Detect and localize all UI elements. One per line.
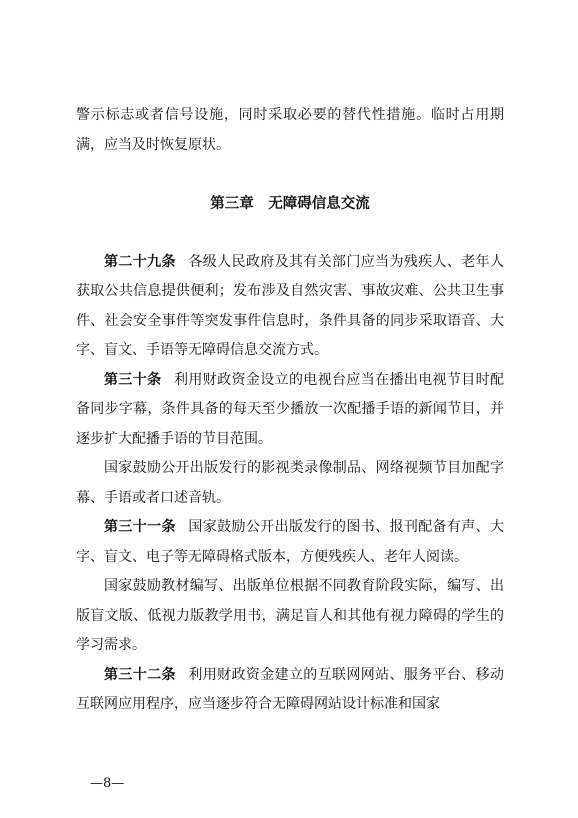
article-32: [76, 661, 504, 720]
article-29-label: 第二十九条: [104, 253, 176, 270]
article-29: [76, 248, 504, 366]
article-30: [76, 366, 504, 455]
article-31-label: 第三十一条: [104, 519, 176, 535]
chapter-heading: 第三章 无障碍信息交流: [210, 196, 370, 212]
article-31-text: 国家鼓励公开出版发行的图书、报刊配备有声、大字、盲文、电子等无障碍格式版本，方便残疾人、老年人阅读。: [76, 519, 505, 565]
document-body: [76, 101, 504, 720]
article-30-label: 第三十条: [104, 371, 162, 388]
article-30-paragraph-2: 国家鼓励公开出版发行的影视类录像制品、网络视频节目加配字幕、手语或者口述音轨。: [76, 460, 504, 506]
page-number: —8—: [90, 776, 125, 791]
article-30-text: 利用财政资金设立的电视台应当在播出电视节目时配备同步字幕，条件具备的每天至少播放一次配播手语的新闻节目，并逐步扩大配播手语的节目范围。: [76, 371, 505, 447]
article-31-paragraph-2: 国家鼓励教材编写、出版单位根据不同教育阶段实际，编写、出版盲文版、低视力版教学用书，满足盲人和其他有视力障碍的学生的学习需求。: [76, 578, 504, 653]
continuation-paragraph: 警示标志或者信号设施，同时采取必要的替代性措施。临时占用期满，应当及时恢复原状。: [76, 107, 504, 153]
article-29-text: 各级人民政府及其有关部门应当为残疾人、老年人获取公共信息提供便利；发布涉及自然灾害、事故灾难、公共卫生事件、社会安全事件等突发事件信息时，条件具备的同步采取语音、大字、盲文、手语等无障碍信息交流方式。: [76, 253, 505, 358]
article-31: [76, 513, 504, 572]
article-32-label: 第三十二条: [104, 666, 176, 683]
article-32-text: 利用财政资金建立的互联网网站、服务平台、移动互联网应用程序，应当逐步符合无障碍网站设计标准和国家: [76, 666, 505, 712]
